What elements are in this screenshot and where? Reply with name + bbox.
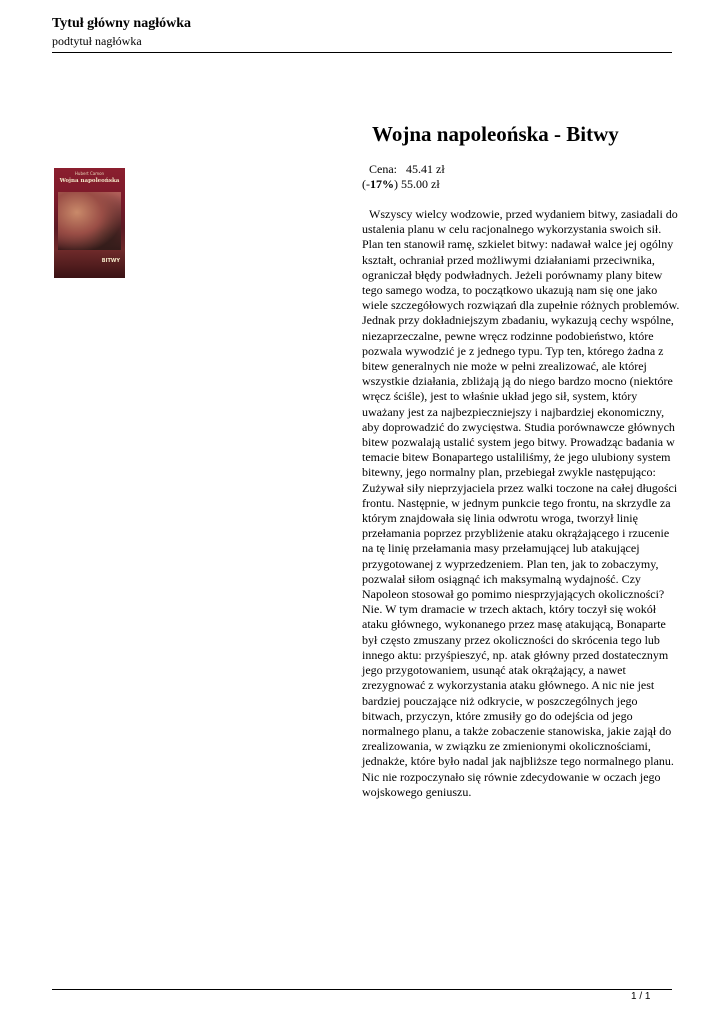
cover-subtitle: BITWY	[101, 258, 120, 264]
book-title: Wojna napoleońska - Bitwy	[372, 122, 619, 146]
discount-close: )	[394, 177, 398, 191]
cover-painting	[58, 192, 121, 250]
footer-divider	[52, 989, 672, 990]
header-divider	[52, 52, 672, 53]
cover-author: Hubert Camon	[74, 171, 105, 176]
price-label: Cena:	[369, 162, 397, 176]
price-block	[362, 162, 445, 192]
book-cover-image	[54, 168, 125, 278]
discount-percent: 17%	[370, 177, 394, 191]
old-price-line	[362, 177, 445, 192]
discount-open: (-	[362, 177, 370, 191]
old-price: 55.00 zł	[401, 177, 440, 191]
header-subtitle: podtytuł nagłówka	[52, 34, 142, 48]
header-title: Tytuł główny nagłówka	[52, 16, 191, 31]
page-number: 1 / 1	[631, 991, 651, 1002]
book-description: Wszyscy wielcy wodzowie, przed wydaniem bitwy, zasiadali do ustalenia planu w celu racjonalnego wykorzystania swoich sił. Plan ten stanowił ramę, szkielet bitwy: nadawał walce jej ogólny kształt, ochraniał przed możliwymi działaniami przeciwnika, ograniczał błędy podwładnych. Jeżeli porównamy plany bitew tego samego wodza, to początkowo ukazują nam się one jako wiele szczegółowych rozwiązań dla zupełnie różnych problemów. Jednak przy dokładniejszym zbadaniu, wykazują cechy wspólne, niezaprzeczalne, pewne wręcz rodzinne podobieństwo, które pozwala wywodzić je z jednego typu. Typ ten, którego żadna z bitew generalnych nie może w pełni zrealizować, ale której wszystkie działania, zbliżają ją do niego bardzo mocno (niektóre wręcz ściśle), jest to właśnie układ jego sił, system, który uważany jest za najbezpieczniejszy i najbardziej ekonomiczny, aby doprowadzić do zwycięstwa. Studia porównawcze głównych bitew pozwalają ustalić system jego bitwy. Prowadząc badania w temacie bitew Bonapartego ustaliliśmy, że jego ulubiony system bitewny, jego normalny plan, przebiegał zwykle następująco: Zużywał siły nieprzyjaciela przez walki toczone na całej długości frontu. Następnie, w jednym punkcie tego frontu, na skrzydle za którym znajdowała się linia odwrotu wroga, tworzył linię przełamania poprzez przybliżenie ataku okrążającego i rzucenie na tę linię przełamania masy przełamującej lub atakującej przygotowanej z wyprzedzeniem. Plan ten, jak to zobaczymy, pozwalał siłom osiągnąć ich maksymalną wydajność. Czy Napoleon stosował go pomimo niesprzyjających okoliczności? Nie. W tym dramacie w trzech aktach, który toczył się wokół ataku głównego, wykonanego przez masę atakującą, Bonaparte był często zmuszany przez okoliczności do skrócenia tego lub innego aktu: przyśpieszyć, np. atak główny przed dostatecznym jego przygotowaniem, usunąć atak okrążający, a nawet zrezygnować z wykorzystania ataku głównego. A nic nie jest bardziej pouczające niż odkrycie, w poszczególnych jego bitwach, przyczyn, które zmusiły go do odejścia od jego normalnego planu, a także zobaczenie stanowiska, jakie zajął do zrealizowania, w związku ze zmienionymi okolicznościami, jednakże, które było nadal jak najbliższe tego normalnego planu. Nic nie rozpoczynało się równie zdecydowanie w oczach jego wojskowego geniuszu.	[362, 207, 680, 799]
current-price: 45.41 zł	[406, 162, 445, 176]
current-price-line	[362, 162, 445, 177]
cover-title: Wojna napoleońska	[59, 178, 120, 184]
